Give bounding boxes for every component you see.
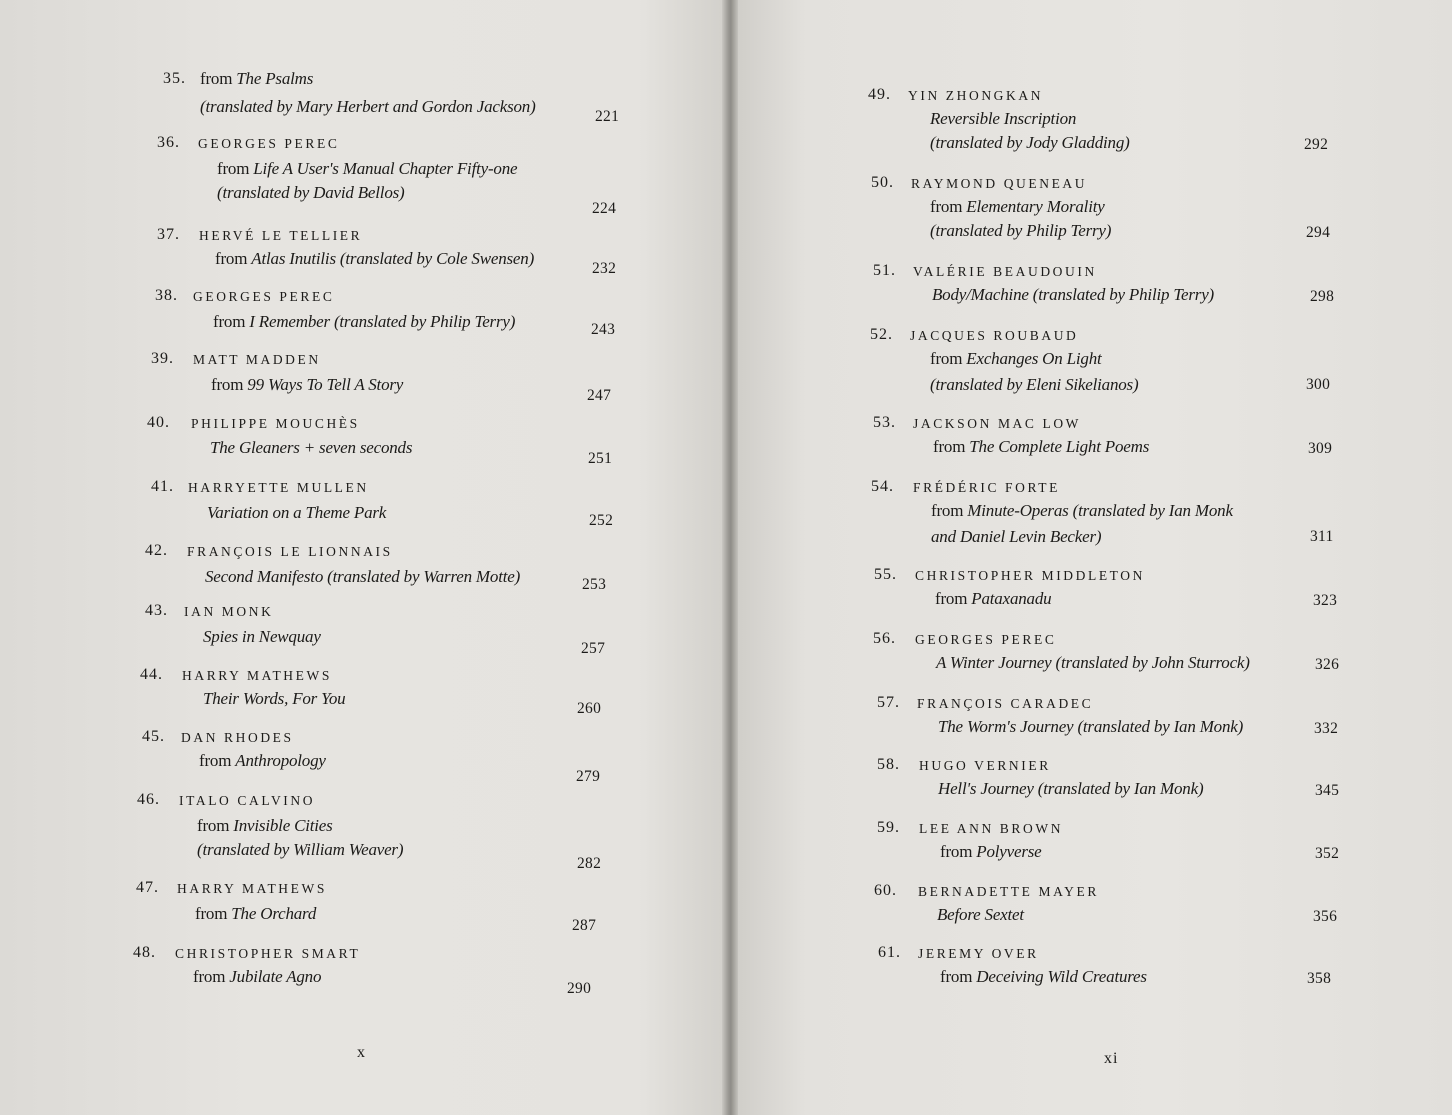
work-title: Hell's Journey (translated by Ian Monk) — [938, 779, 1204, 798]
entry-author: JACQUES ROUBAUD — [910, 328, 1079, 343]
work-title: Spies in Newquay — [203, 627, 321, 646]
entry-title-line — [193, 964, 321, 990]
entry-title-line — [940, 964, 1147, 990]
from-label: from — [935, 589, 972, 608]
work-title: Exchanges On Light — [966, 349, 1102, 368]
work-title: Minute-Operas (translated by Ian Monk — [967, 501, 1233, 520]
work-title: Elementary Morality — [966, 197, 1105, 216]
entry-author: CHRISTOPHER MIDDLETON — [915, 568, 1145, 583]
entry-author: HARRY MATHEWS — [177, 881, 327, 896]
entry-number: 42. — [145, 542, 168, 559]
entry-number: 45. — [142, 728, 165, 745]
entry-page-number: 323 — [1313, 592, 1338, 609]
entry-number: 40. — [147, 414, 170, 431]
entry-author: LEE ANN BROWN — [919, 821, 1064, 836]
entry-number: 48. — [133, 944, 156, 961]
entry-title-line — [199, 748, 326, 774]
work-title: Variation on a Theme Park — [207, 503, 387, 522]
entry-author: YIN ZHONGKAN — [908, 88, 1044, 103]
work-title: The Complete Light Poems — [969, 437, 1150, 456]
entry-number: 44. — [140, 666, 163, 683]
entry-author: FRÉDÉRIC FORTE — [913, 480, 1060, 495]
entry-author: CHRISTOPHER SMART — [175, 946, 361, 961]
entry-author: MATT MADDEN — [193, 352, 321, 367]
from-label: from — [193, 967, 230, 986]
entry-title-line — [936, 650, 1250, 676]
work-title: 99 Ways To Tell A Story — [247, 375, 404, 394]
entry-number: 52. — [870, 326, 893, 343]
from-label: from — [930, 349, 967, 368]
entry-title-line — [215, 246, 534, 272]
work-title: Polyverse — [976, 842, 1042, 861]
entry-number: 35. — [163, 70, 186, 87]
work-title: Body/Machine (translated by Philip Terry) — [932, 285, 1215, 304]
entry-number: 38. — [155, 287, 178, 304]
entry-author: ITALO CALVINO — [179, 793, 316, 808]
entry-page-number: 290 — [567, 980, 592, 997]
from-label: from — [940, 842, 977, 861]
entry-title-line — [195, 901, 316, 927]
entry-page-number: 279 — [576, 768, 601, 785]
work-title: Reversible Inscription — [930, 109, 1077, 128]
work-title: Deceiving Wild Creatures — [976, 967, 1147, 986]
entry-number: 46. — [137, 791, 160, 808]
entry-page-number: 282 — [577, 855, 602, 872]
entry-number: 39. — [151, 350, 174, 367]
entry-author: PHILIPPE MOUCHÈS — [191, 416, 360, 431]
entry-page-number: 251 — [588, 450, 613, 467]
entry-author: DAN RHODES — [181, 730, 294, 745]
entry-author: IAN MONK — [184, 604, 274, 619]
work-title: Life A User's Manual Chapter Fifty-one — [253, 159, 518, 178]
entry-title-line — [931, 498, 1233, 524]
entry-page-number: 243 — [591, 321, 616, 338]
entry-number: 41. — [151, 478, 174, 495]
entry-number: 53. — [873, 414, 896, 431]
entry-title-line — [930, 106, 1076, 132]
entry-author: BERNADETTE MAYER — [918, 884, 1099, 899]
work-title: The Orchard — [231, 904, 317, 923]
entry-page-number: 287 — [572, 917, 597, 934]
work-title: (translated by David Bellos) — [217, 183, 405, 202]
entry-title-line — [210, 435, 412, 461]
from-label: from — [199, 751, 236, 770]
entry-page-number: 309 — [1308, 440, 1333, 457]
entry-number: 51. — [873, 262, 896, 279]
entry-page-number: 224 — [592, 200, 617, 217]
work-title: The Psalms — [236, 69, 314, 88]
entry-title-line — [931, 524, 1101, 550]
entry-page-number: 298 — [1310, 288, 1335, 305]
entry-page-number: 294 — [1306, 224, 1331, 241]
entry-number: 36. — [157, 134, 180, 151]
entry-page-number: 352 — [1315, 845, 1340, 862]
entry-page-number: 358 — [1307, 970, 1332, 987]
entry-title-line — [200, 94, 536, 120]
entry-title-line — [930, 346, 1102, 372]
entry-number: 37. — [157, 226, 180, 243]
entry-title-line — [935, 586, 1051, 612]
entry-title-line — [930, 194, 1105, 220]
entry-author: FRANÇOIS CARADEC — [917, 696, 1094, 711]
entry-title-line — [213, 309, 515, 335]
entry-title-line — [938, 714, 1243, 740]
entry-author: JACKSON MAC LOW — [913, 416, 1082, 431]
work-title: A Winter Journey (translated by John Sturrock) — [936, 653, 1250, 672]
work-title: (translated by Jody Gladding) — [930, 133, 1130, 152]
entry-number: 55. — [874, 566, 897, 583]
entry-page-number: 332 — [1314, 720, 1339, 737]
entry-author: HUGO VERNIER — [919, 758, 1051, 773]
entry-page-number: 257 — [581, 640, 606, 657]
work-title: (translated by Philip Terry) — [930, 221, 1112, 240]
entry-title-line — [930, 218, 1111, 244]
entry-title-line — [200, 66, 313, 92]
entry-title-line — [937, 902, 1024, 928]
entry-number: 43. — [145, 602, 168, 619]
from-label: from — [213, 312, 250, 331]
entry-number: 60. — [874, 882, 897, 899]
entry-number: 57. — [877, 694, 900, 711]
entry-page-number: 300 — [1306, 376, 1331, 393]
entry-page-number: 311 — [1310, 528, 1334, 545]
entry-title-line — [217, 180, 405, 206]
work-title: (translated by William Weaver) — [197, 840, 404, 859]
book-gutter — [722, 0, 738, 1115]
entry-number: 49. — [868, 86, 891, 103]
entry-title-line — [930, 130, 1130, 156]
work-title: Pataxanadu — [971, 589, 1052, 608]
entry-title-line — [205, 564, 520, 590]
entry-author: GEORGES PEREC — [193, 289, 335, 304]
entry-number: 54. — [871, 478, 894, 495]
entry-page-number: 292 — [1304, 136, 1329, 153]
work-title: and Daniel Levin Becker) — [931, 527, 1102, 546]
entry-author: GEORGES PEREC — [915, 632, 1057, 647]
entry-number: 47. — [136, 879, 159, 896]
entry-title-line — [207, 500, 386, 526]
entry-title-line — [938, 776, 1203, 802]
work-title: Anthropology — [235, 751, 326, 770]
entry-number: 56. — [873, 630, 896, 647]
entry-title-line — [930, 372, 1138, 398]
entry-number: 59. — [877, 819, 900, 836]
from-label: from — [933, 437, 970, 456]
entry-title-line — [197, 837, 403, 863]
work-title: Invisible Cities — [233, 816, 333, 835]
entry-author: GEORGES PEREC — [198, 136, 340, 151]
work-title: Second Manifesto (translated by Warren Motte) — [205, 567, 521, 586]
entry-author: HERVÉ LE TELLIER — [199, 228, 363, 243]
entry-page-number: 356 — [1313, 908, 1338, 925]
work-title: Atlas Inutilis (translated by Cole Swensen) — [251, 249, 535, 268]
entry-author: HARRY MATHEWS — [182, 668, 332, 683]
entry-number: 58. — [877, 756, 900, 773]
entry-number: 50. — [871, 174, 894, 191]
from-label: from — [940, 967, 977, 986]
entry-page-number: 252 — [589, 512, 614, 529]
entry-title-line — [197, 813, 333, 839]
entry-title-line — [940, 839, 1042, 865]
entry-page-number: 247 — [587, 387, 612, 404]
entry-title-line — [203, 686, 345, 712]
page-folio: xi — [1104, 1050, 1119, 1067]
work-title: Before Sextet — [937, 905, 1024, 924]
work-title: (translated by Mary Herbert and Gordon Jackson) — [200, 97, 536, 116]
from-label: from — [217, 159, 254, 178]
from-label: from — [200, 69, 237, 88]
entry-title-line — [933, 434, 1149, 460]
from-label: from — [195, 904, 232, 923]
entry-author: HARRYETTE MULLEN — [188, 480, 369, 495]
entry-title-line — [211, 372, 403, 398]
work-title: The Gleaners + seven seconds — [210, 438, 413, 457]
entry-page-number: 232 — [592, 260, 617, 277]
from-label: from — [215, 249, 252, 268]
work-title: Jubilate Agno — [229, 967, 322, 986]
entry-author: RAYMOND QUENEAU — [911, 176, 1088, 191]
entry-title-line — [932, 282, 1214, 308]
right-page — [734, 0, 1452, 1115]
from-label: from — [930, 197, 967, 216]
entry-page-number: 345 — [1315, 782, 1340, 799]
from-label: from — [931, 501, 968, 520]
entry-page-number: 326 — [1315, 656, 1340, 673]
work-title: I Remember (translated by Philip Terry) — [249, 312, 516, 331]
from-label: from — [197, 816, 234, 835]
entry-title-line — [203, 624, 321, 650]
entry-author: JEREMY OVER — [918, 946, 1039, 961]
from-label: from — [211, 375, 248, 394]
work-title: (translated by Eleni Sikelianos) — [930, 375, 1139, 394]
page-folio: x — [357, 1044, 366, 1061]
entry-page-number: 253 — [582, 576, 607, 593]
entry-number: 61. — [878, 944, 901, 961]
work-title: Their Words, For You — [203, 689, 346, 708]
entry-title-line — [217, 156, 517, 182]
entry-page-number: 221 — [595, 108, 620, 125]
entry-page-number: 260 — [577, 700, 602, 717]
entry-author: FRANÇOIS LE LIONNAIS — [187, 544, 393, 559]
entry-author: VALÉRIE BEAUDOUIN — [913, 264, 1097, 279]
work-title: The Worm's Journey (translated by Ian Monk) — [938, 717, 1244, 736]
